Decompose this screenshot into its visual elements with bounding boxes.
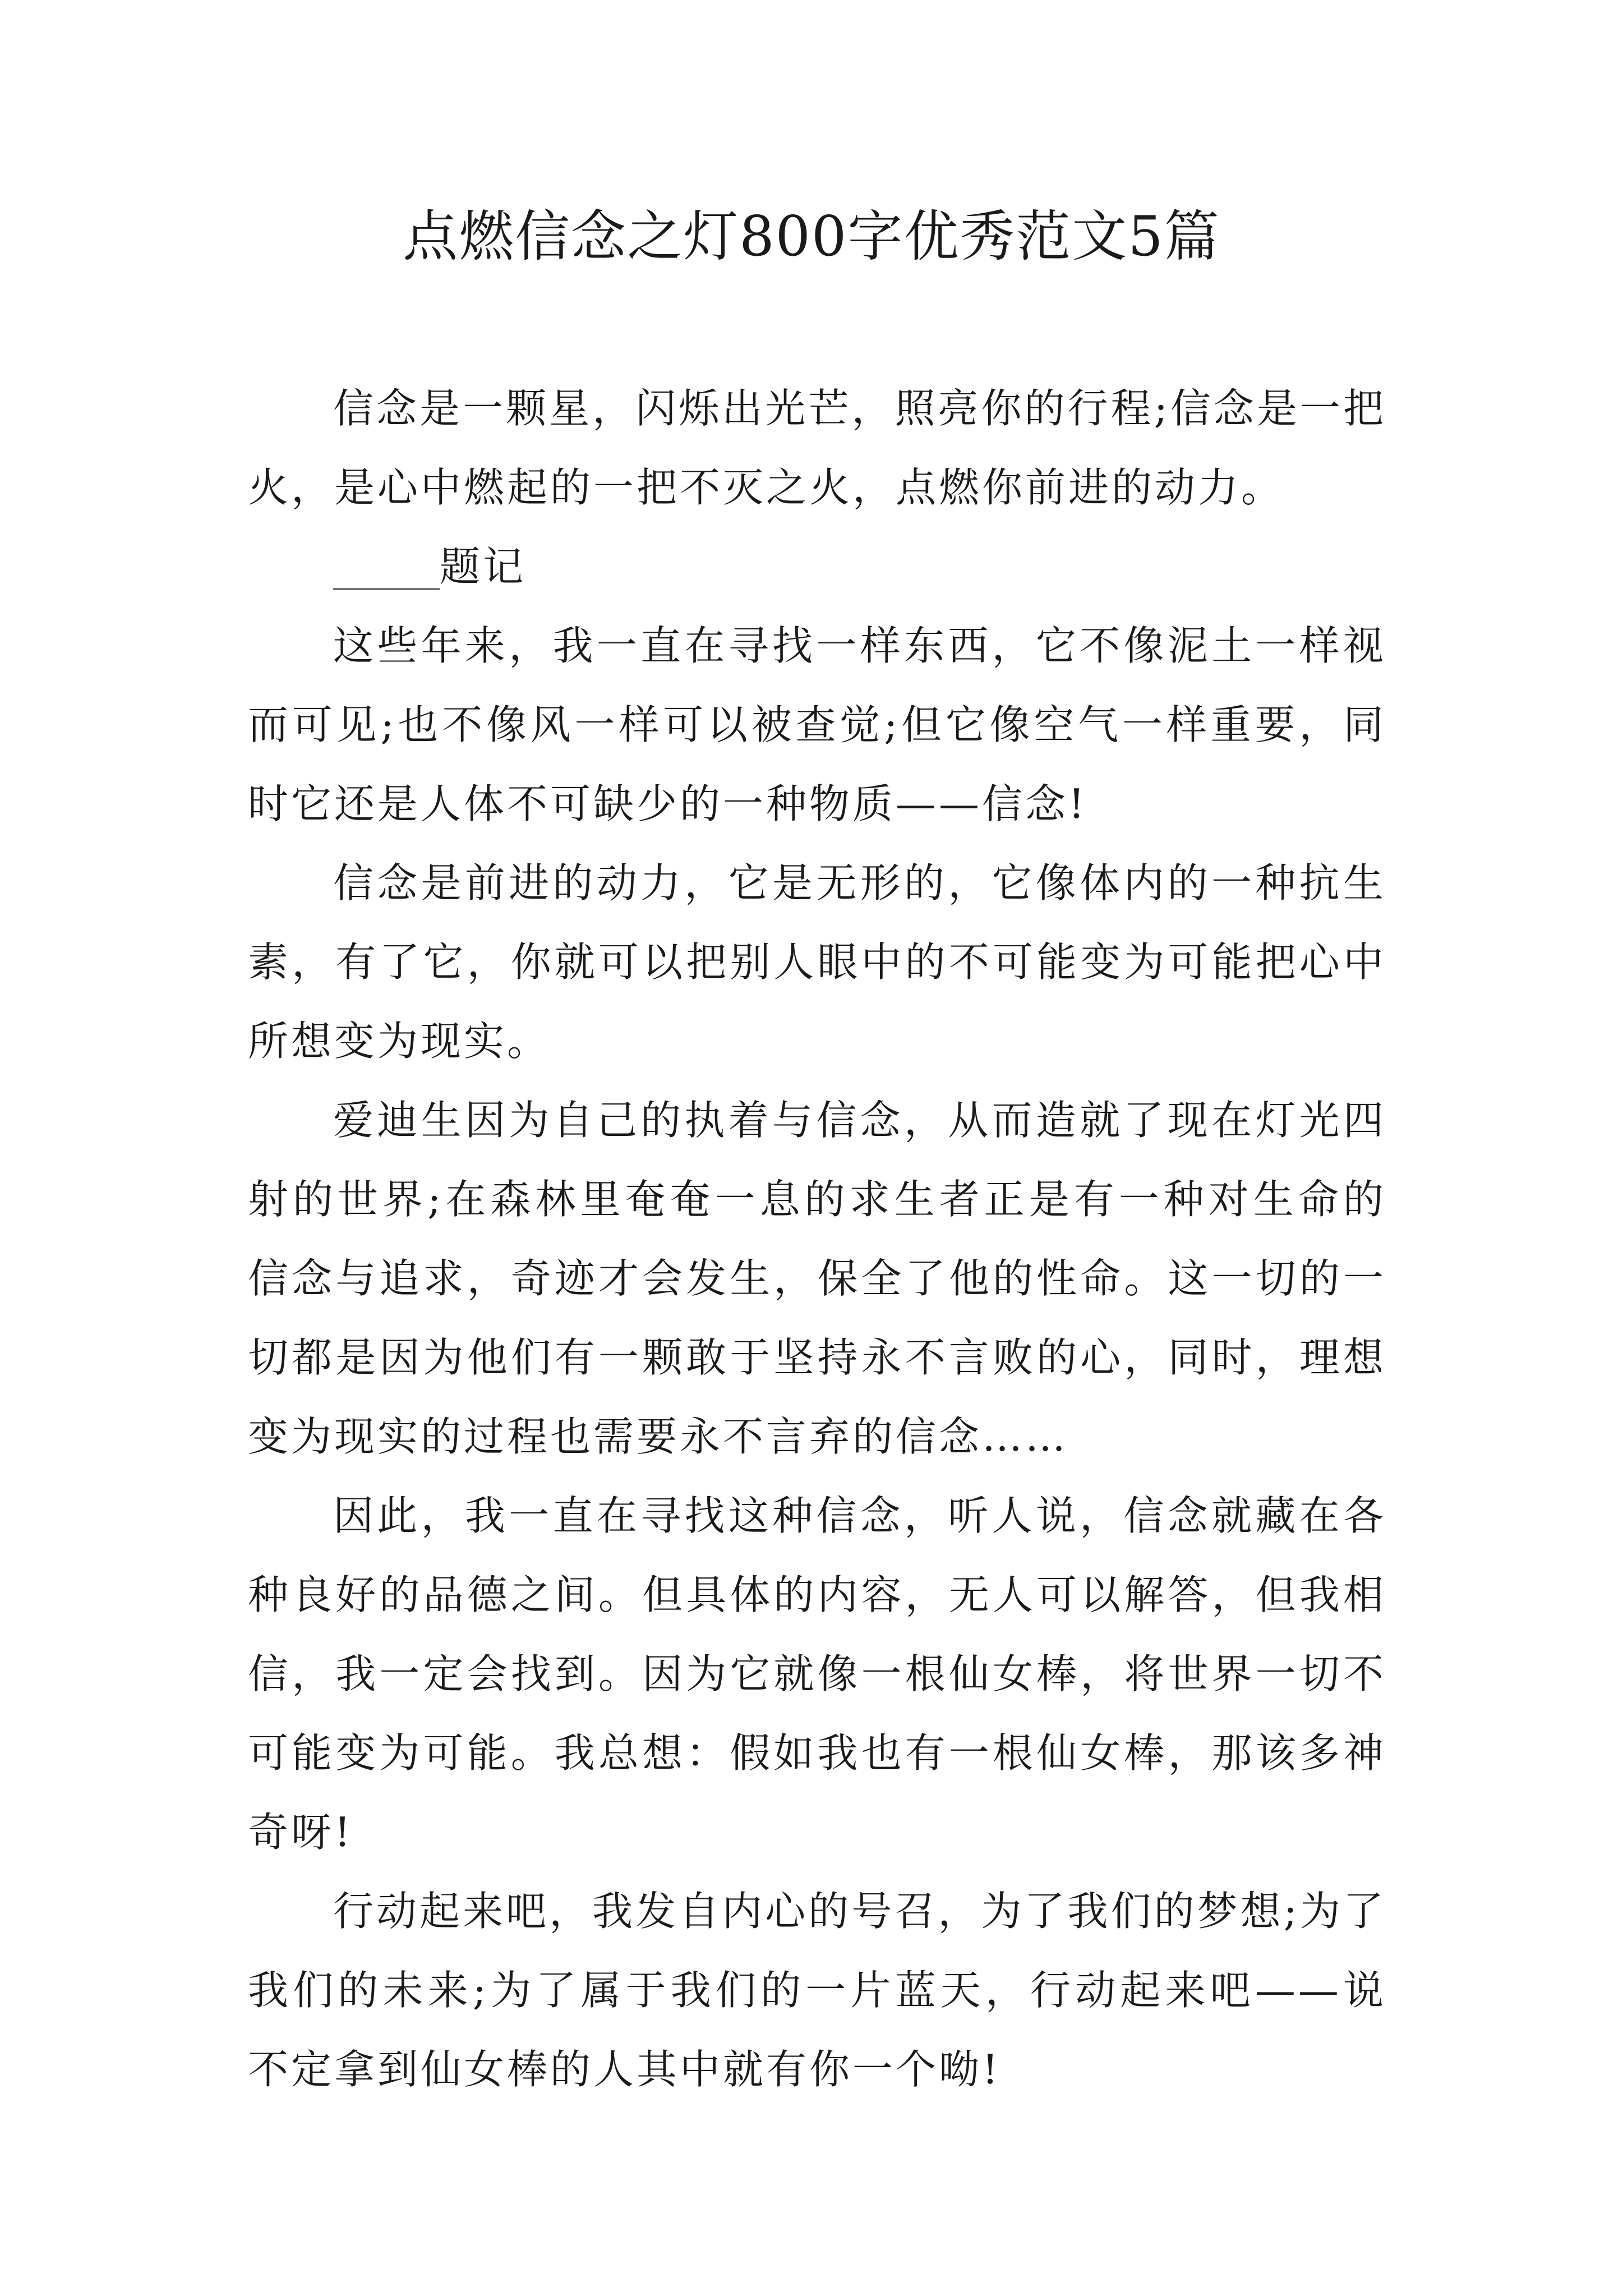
paragraph-1: 信念是一颗星，闪烁出光芒，照亮你的行程;信念是一把火，是心中燃起的一把不灭之火，点燃你前进的动力。 [248, 385, 1386, 511]
epigraph-line [248, 527, 1386, 606]
epigraph-blank-line [333, 588, 440, 590]
paragraph-6: 行动起来吧，我发自内心的号召，为了我们的梦想;为了我们的未来;为了属于我们的一片蓝天，行动起来吧——说不定拿到仙女棒的人其中就有你一个呦! [248, 1888, 1386, 2093]
paragraph-2: 这些年来，我一直在寻找一样东西，它不像泥土一样视而可见;也不像风一样可以被查觉;但它像空气一样重要，同时它还是人体不可缺少的一种物质——信念! [248, 622, 1386, 827]
paragraph-3: 信念是前进的动力，它是无形的，它像体内的一种抗生素，有了它，你就可以把别人眼中的不可能变为可能把心中所想变为现实。 [248, 859, 1386, 1065]
epigraph-label: 题记 [440, 543, 527, 590]
paragraph-4: 爱迪生因为自己的执着与信念，从而造就了现在灯光四射的世界;在森林里奄奄一息的求生者正是有一种对生命的信念与追求，奇迹才会发生，保全了他的性命。这一切的一切都是因为他们有一颗敢于坚持永不言败的心，同时，理想变为现实的过程也需要永不言弃的信念…… [248, 1097, 1386, 1460]
paragraph-5: 因此，我一直在寻找这种信念，听人说，信念就藏在各种良好的品德之间。但具体的内容，无人可以解答，但我相信，我一定会找到。因为它就像一根仙女棒，将世界一切不可能变为可能。我总想：假如我也有一根仙女棒，那该多神奇呀! [248, 1492, 1386, 1856]
document-title: 点燃信念之灯800字优秀范文5篇 [403, 205, 1220, 269]
document-body [248, 369, 1386, 2109]
